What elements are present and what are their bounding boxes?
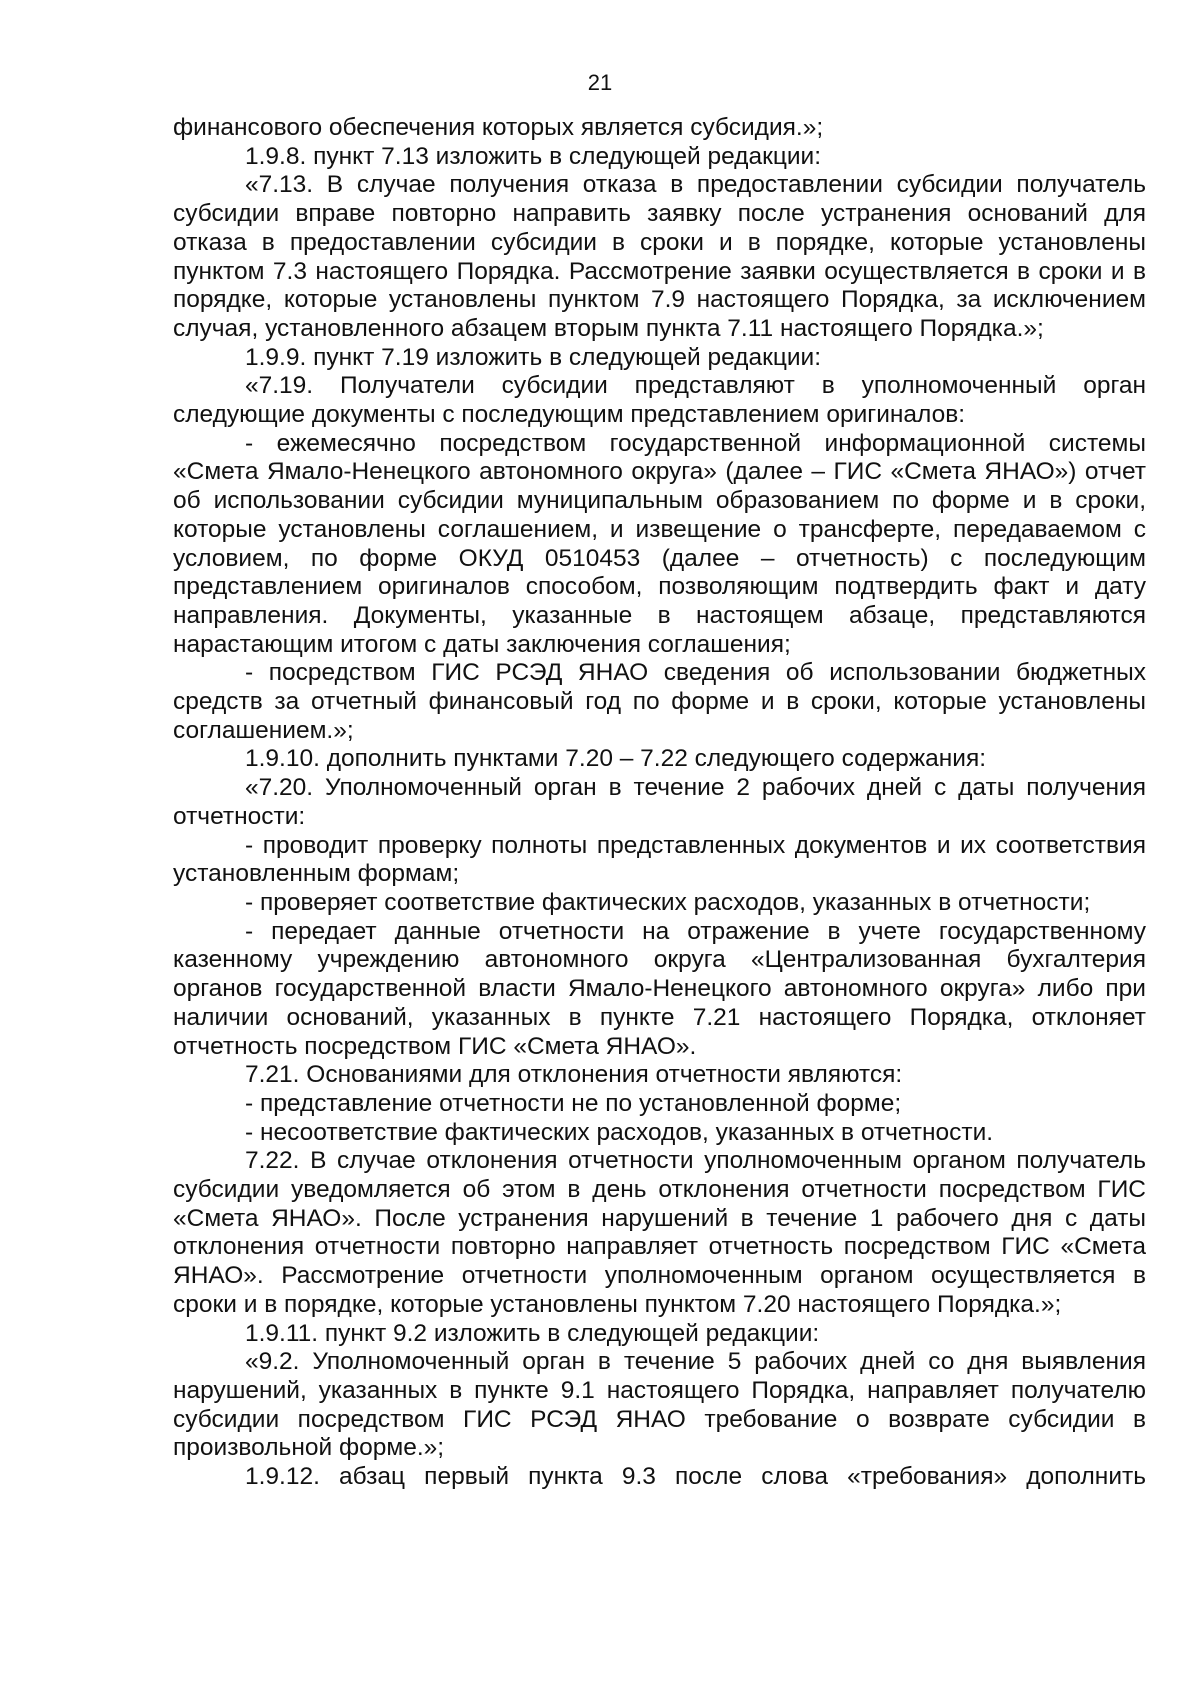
paragraph-2: 1.9.8. пункт 7.13 изложить в следующей редакции:	[245, 142, 822, 170]
document-body	[173, 114, 1146, 1492]
paragraph-12: - передает данные отчетности на отражение в учете государственному казенному учреждению автономного округа «Централизованная бухгалтерия органов государственной власти Ямало-Ненецкого автономного округа» либо при наличии оснований, указанных в пункте 7.21 настоящего Порядка, отклоняет отчетность посредством ГИС «Смета ЯНАО».	[173, 917, 1146, 1060]
paragraph-9: «7.20. Уполномоченный орган в течение 2 рабочих дней с даты получения отчетности:	[173, 774, 1146, 830]
paragraph-3: «7.13. В случае получения отказа в предоставлении субсидии получатель субсидии вправе повторно направить заявку после устранения оснований для отказа в предоставлении субсидии в сроки и в порядке, которые установлены пунктом 7.3 настоящего Порядка. Рассмотрение заявки осуществляется в сроки и в порядке, которые установлены пунктом 7.9 настоящего Порядка, за исключением случая, установленного абзацем вторым пункта 7.11 настоящего Порядка.»;	[173, 171, 1146, 342]
paragraph-14: - представление отчетности не по установленной форме;	[245, 1089, 902, 1117]
paragraph-10: - проводит проверку полноты представленных документов и их соответствия установленным формам;	[173, 831, 1146, 888]
paragraph-1: финансового обеспечения которых является субсидия.»;	[173, 114, 824, 141]
paragraph-13: 7.21. Основаниями для отклонения отчетности являются:	[245, 1061, 903, 1089]
paragraph-16: 7.22. В случае отклонения отчетности уполномоченным органом получатель субсидии уведомляется об этом в день отклонения отчетности посредством ГИС «Смета ЯНАО». После устранения нарушений в течение 1 рабочего дня с даты отклонения отчетности повторно направляет отчетность посредством ГИС «Смета ЯНАО». Рассмотрение отчетности уполномоченным органом осуществляется в сроки и в порядке, которые установлены пунктом 7.20 настоящего Порядка.»;	[173, 1147, 1146, 1318]
paragraph-19: 1.9.12. абзац первый пункта 9.3 после слова «требования» дополнить	[245, 1463, 1146, 1491]
paragraph-17: 1.9.11. пункт 9.2 изложить в следующей редакции:	[245, 1319, 820, 1347]
paragraph-11: - проверяет соответствие фактических расходов, указанных в отчетности;	[245, 888, 1091, 916]
paragraph-8: 1.9.10. дополнить пунктами 7.20 – 7.22 следующего содержания:	[245, 745, 987, 773]
paragraph-15: - несоответствие фактических расходов, указанных в отчетности.	[245, 1118, 994, 1146]
paragraph-7: - посредством ГИС РСЭД ЯНАО сведения об использовании бюджетных средств за отчетный финансовый год по форме и в сроки, которые установлены соглашением.»;	[173, 659, 1146, 744]
paragraph-6: - ежемесячно посредством государственной информационной системы «Смета Ямало-Ненецкого автономного округа» (далее – ГИС «Смета ЯНАО») отчет об использовании субсидии муниципальным образованием по форме и в сроки, которые установлены соглашением, и извещение о трансферте, передаваемом с условием, по форме ОКУД 0510453 (далее – отчетность) с последующим представлением оригиналов способом, позволяющим подтвердить факт и дату направления. Документы, указанные в настоящем абзаце, представляются нарастающим итогом с даты заключения соглашения;	[173, 429, 1146, 658]
page-number: 21	[587, 70, 613, 95]
paragraph-18: «9.2. Уполномоченный орган в течение 5 рабочих дней со дня выявления нарушений, указанных в пункте 9.1 настоящего Порядка, направляет получателю субсидии посредством ГИС РСЭД ЯНАО требование о возврате субсидии в произвольной форме.»;	[173, 1348, 1146, 1462]
paragraph-5: «7.19. Получатели субсидии представляют в уполномоченный орган следующие документы с последующим представлением оригиналов:	[173, 372, 1146, 429]
paragraph-4: 1.9.9. пункт 7.19 изложить в следующей редакции:	[245, 343, 822, 371]
